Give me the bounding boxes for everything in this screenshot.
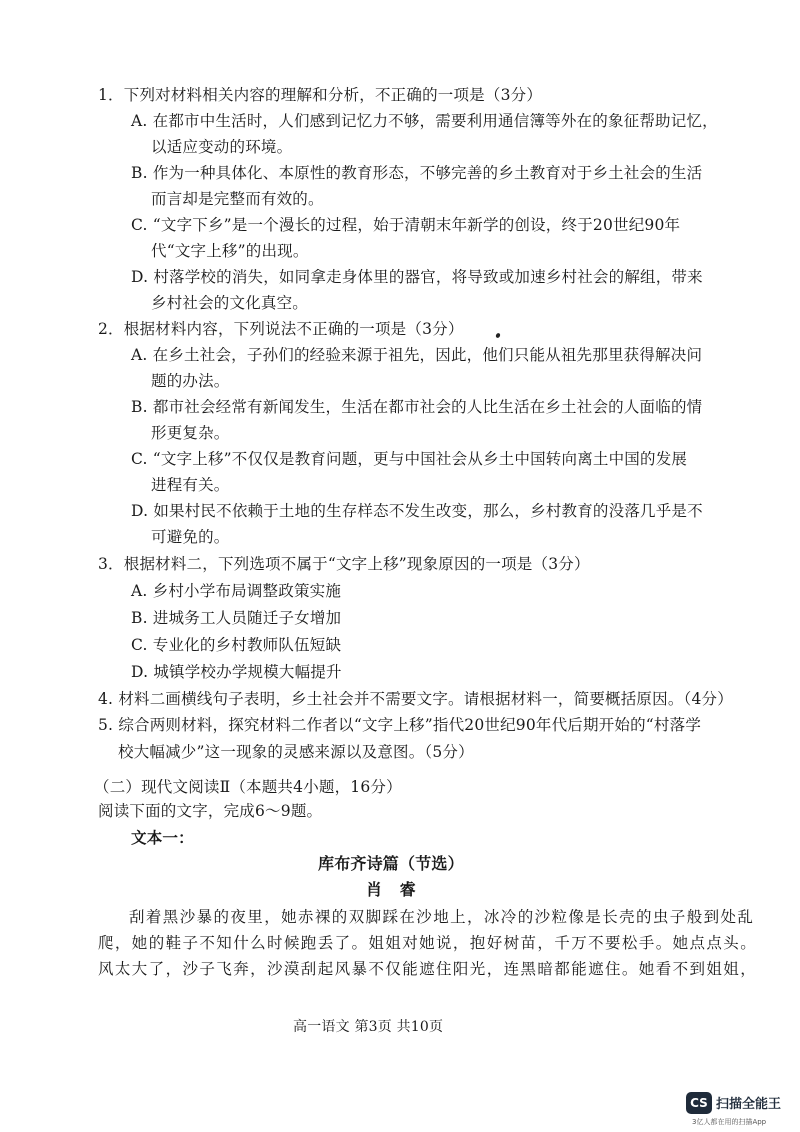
q1-option-a-line1: A. 在都市中生活时，人们感到记忆力不够，需要利用通信簿等外在的象征帮助记忆， <box>131 112 718 130</box>
q3-stem: 3．根据材料二，下列选项不属于“文字上移”现象原因的一项是（3分） <box>98 555 590 573</box>
q2-option-c-line1: C. “文字上移”不仅仅是教育问题，更与中国社会从乡土中国转向离土中国的发展 <box>131 450 688 468</box>
scanner-watermark <box>686 1088 800 1132</box>
section-heading: （二）现代文阅读Ⅱ（本题共4小题，16分） <box>94 778 402 796</box>
page-footer: 高一语文 第3页 共10页 <box>293 1019 444 1035</box>
passage-title: 库布齐诗篇（节选） <box>318 854 464 873</box>
q1-option-a-line2: 以适应变动的环境。 <box>151 138 293 156</box>
q5-stem-line1: 5. 综合两则材料，探究材料二作者以“文字上移”指代20世纪90年代后期开始的“村落学 <box>98 716 702 734</box>
q3-option-d: D. 城镇学校办学规模大幅提升 <box>131 663 342 681</box>
text-one-label: 文本一： <box>131 828 194 847</box>
q1-option-b-line1: B. 作为一种具体化、本原性的教育形态，不够完善的乡土教育对于乡土社会的生活 <box>131 164 703 182</box>
q2-option-d-line1: D. 如果村民不依赖于土地的生存样态不发生改变，那么，乡村教育的没落几乎是不 <box>131 502 703 520</box>
camscanner-logo-icon: CS <box>686 1092 712 1114</box>
section-instruction: 阅读下面的文字，完成6～9题。 <box>98 802 323 820</box>
passage-line-2: 爬，她的鞋子不知什么时候跑丢了。姐姐对她说，抱好树苗，千万不要松手。她点点头。 <box>98 934 758 952</box>
q3-option-c: C. 专业化的乡村教师队伍短缺 <box>131 636 342 654</box>
q1-stem: 1．下列对材料相关内容的理解和分析，不正确的一项是（3分） <box>98 86 543 104</box>
q1-option-c-line2: 代“文字上移”的出现。 <box>151 242 309 260</box>
q1-option-b-line2: 而言却是完整而有效的。 <box>151 190 324 208</box>
q2-option-d-line2: 可避免的。 <box>151 528 230 546</box>
q2-option-b-line2: 形更复杂。 <box>151 424 230 442</box>
ink-dot <box>495 332 501 338</box>
q1-option-d-line2: 乡村社会的文化真空。 <box>151 294 309 312</box>
q1-option-c-line1: C. “文字下乡”是一个漫长的过程，始于清朝末年新学的创设，终于20世纪90年 <box>131 216 681 234</box>
q2-option-c-line2: 进程有关。 <box>151 476 230 494</box>
q2-option-a-line2: 题的办法。 <box>151 372 230 390</box>
passage-author: 肖 睿 <box>366 880 422 899</box>
q2-stem: 2．根据材料内容，下列说法不正确的一项是（3分） <box>98 320 464 338</box>
q1-option-d-line1: D. 村落学校的消失，如同拿走身体里的器官，将导致或加速乡村社会的解组，带来 <box>131 268 703 286</box>
q4-stem: 4. 材料二画横线句子表明，乡土社会并不需要文字。请根据材料一，简要概括原因。（4分） <box>98 690 733 708</box>
passage-line-3: 风太大了，沙子飞奔，沙漠刮起风暴不仅能遮住阳光，连黑暗都能遮住。她看不到姐姐， <box>98 960 758 978</box>
q2-option-b-line1: B. 都市社会经常有新闻发生，生活在都市社会的人比生活在乡土社会的人面临的情 <box>131 398 703 416</box>
q2-option-a-line1: A. 在乡土社会，子孙们的经验来源于祖先，因此，他们只能从祖先那里获得解决问 <box>131 346 703 364</box>
q5-stem-line2: 校大幅减少”这一现象的灵感来源以及意图。（5分） <box>118 743 474 761</box>
q3-option-b: B. 进城务工人员随迁子女增加 <box>131 609 342 627</box>
watermark-subtitle: 3亿人都在用的扫描App <box>692 1118 767 1126</box>
watermark-title: 扫描全能王 <box>716 1097 782 1112</box>
passage-line-1: 刮着黑沙暴的夜里，她赤裸的双脚踩在沙地上，冰冷的沙粒像是长壳的虫子般到处乱 <box>129 908 755 926</box>
q3-option-a: A. 乡村小学布局调整政策实施 <box>131 582 342 600</box>
